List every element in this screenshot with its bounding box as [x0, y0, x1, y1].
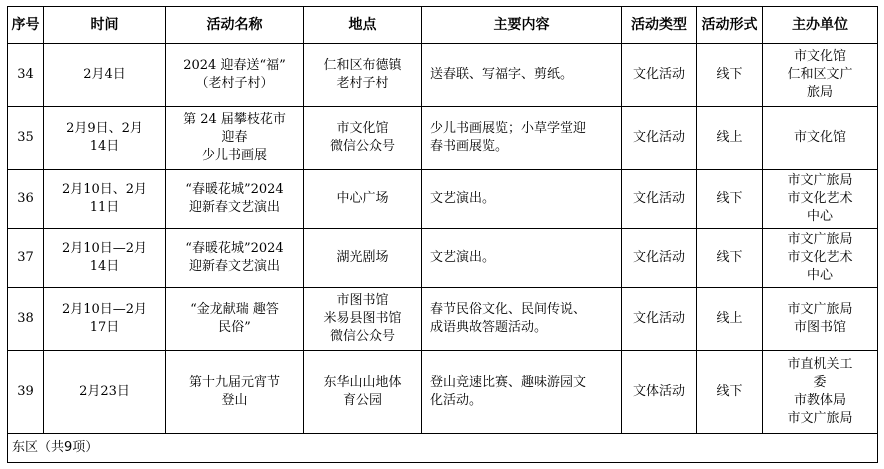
header-place: 地点 [304, 7, 422, 44]
cell-name: 第 24 届攀枝花市 迎春 少儿书画展 [166, 107, 304, 170]
cell-name: “春暖花城”2024 迎新春文艺演出 [166, 229, 304, 288]
cell-place: 市文化馆 微信公众号 [304, 107, 422, 170]
table-row [8, 351, 878, 434]
cell-type: 文化活动 [622, 170, 697, 229]
cell-content: 春节民俗文化、民间传说、 成语典故答题活动。 [422, 288, 622, 351]
cell-time: 2月10日—2月 17日 [44, 288, 166, 351]
cell-form: 线下 [697, 44, 763, 107]
cell-form: 线下 [697, 229, 763, 288]
cell-org: 市文广旅局 市图书馆 [763, 288, 878, 351]
cell-content: 登山竞速比赛、趣味游园文 化活动。 [422, 351, 622, 434]
cell-place: 仁和区布德镇 老村子村 [304, 44, 422, 107]
header-time: 时间 [44, 7, 166, 44]
cell-type: 文体活动 [622, 351, 697, 434]
cell-time: 2月9日、2月 14日 [44, 107, 166, 170]
header-type: 活动类型 [622, 7, 697, 44]
cell-no: 37 [8, 229, 44, 288]
cell-form: 线下 [697, 170, 763, 229]
cell-place: 市图书馆 米易县图书馆 微信公众号 [304, 288, 422, 351]
cell-time: 2月10日、2月 11日 [44, 170, 166, 229]
cell-content: 少儿书画展览；小草学堂迎 春书画展览。 [422, 107, 622, 170]
cell-org: 市文化馆 [763, 107, 878, 170]
cell-place: 东华山山地体 育公园 [304, 351, 422, 434]
table-row [8, 229, 878, 288]
cell-time: 2月4日 [44, 44, 166, 107]
table-row [8, 288, 878, 351]
cell-org: 市文广旅局 市文化艺术 中心 [763, 170, 878, 229]
cell-type: 文化活动 [622, 107, 697, 170]
cell-org: 市直机关工 委 市教体局 市文广旅局 [763, 351, 878, 434]
cell-name: 2024 迎春送“福” （老村子村） [166, 44, 304, 107]
cell-type: 文化活动 [622, 44, 697, 107]
header-name: 活动名称 [166, 7, 304, 44]
cell-type: 文化活动 [622, 229, 697, 288]
cell-form: 线上 [697, 288, 763, 351]
header-form: 活动形式 [697, 7, 763, 44]
header-org: 主办单位 [763, 7, 878, 44]
cell-time: 2月10日—2月 14日 [44, 229, 166, 288]
cell-no: 39 [8, 351, 44, 434]
cell-place: 中心广场 [304, 170, 422, 229]
cell-content: 送春联、写福字、剪纸。 [422, 44, 622, 107]
cell-content: 文艺演出。 [422, 170, 622, 229]
section-footer: 东区（共9项） [8, 434, 878, 463]
header-no: 序号 [8, 7, 44, 44]
cell-form: 线上 [697, 107, 763, 170]
cell-no: 35 [8, 107, 44, 170]
activity-table [7, 6, 878, 463]
cell-org: 市文化馆 仁和区文广 旅局 [763, 44, 878, 107]
table-row [8, 170, 878, 229]
header-content: 主要内容 [422, 7, 622, 44]
cell-no: 38 [8, 288, 44, 351]
cell-org: 市文广旅局 市文化艺术 中心 [763, 229, 878, 288]
cell-form: 线下 [697, 351, 763, 434]
cell-name: “金龙献瑞 趣答 民俗” [166, 288, 304, 351]
header-row [8, 7, 878, 44]
table-row [8, 44, 878, 107]
cell-time: 2月23日 [44, 351, 166, 434]
cell-no: 36 [8, 170, 44, 229]
table-row [8, 107, 878, 170]
section-footer-row [8, 434, 878, 463]
cell-name: 第十九届元宵节 登山 [166, 351, 304, 434]
cell-name: “春暖花城”2024 迎新春文艺演出 [166, 170, 304, 229]
cell-no: 34 [8, 44, 44, 107]
cell-content: 文艺演出。 [422, 229, 622, 288]
cell-place: 湖光剧场 [304, 229, 422, 288]
cell-type: 文化活动 [622, 288, 697, 351]
